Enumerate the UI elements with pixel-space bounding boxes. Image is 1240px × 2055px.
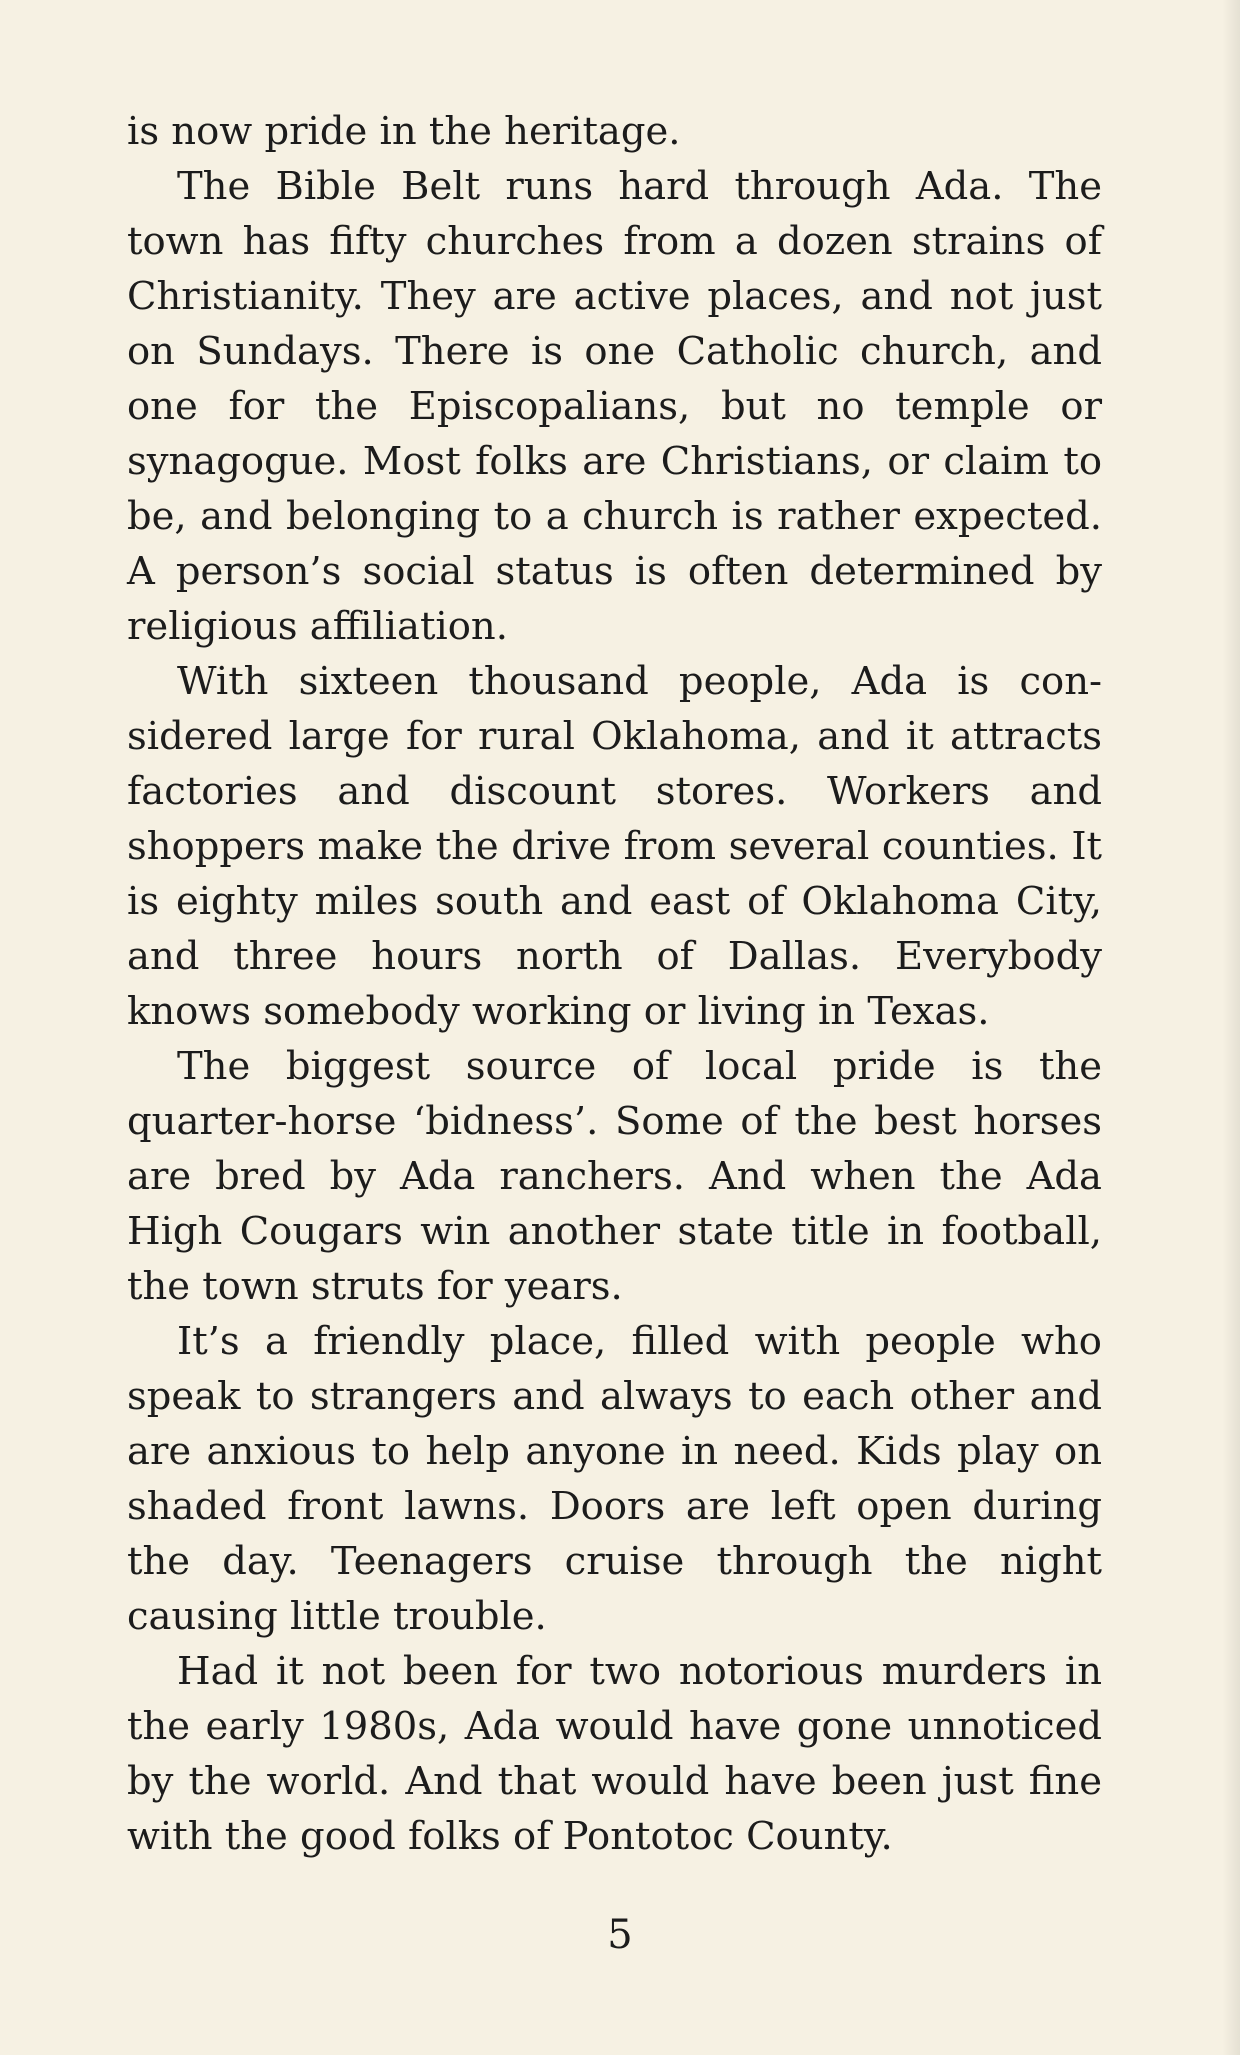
paragraph-continuation: is now pride in the heritage. <box>127 109 681 154</box>
paragraph-friendly-place: It’s a friendly place, filled with people who speak to strangers and always to each other and are anxious to help anyone in need. Kids play on shaded front lawns. Doors are left open during the day. Teenagers cruise through the night causing little trouble. <box>127 1319 1102 1639</box>
paragraph-population: With sixteen thousand people, Ada is considered large for rural Oklahoma, and it attracts factories and discount stores. Workers and shoppers make the drive from several counties. It is eighty miles south and east of Oklahoma City, and three hours north of Dallas. Everybody knows somebody working or living in Texas. <box>127 659 1102 1034</box>
paragraph-murders: Had it not been for two notorious murders in the early 1980s, Ada would have gone unnoticed by the world. And that would have been just fine with the good folks of Pontotoc County. <box>127 1649 1102 1859</box>
body-text <box>127 104 1102 1864</box>
paragraph-bible-belt: The Bible Belt runs hard through Ada. The town has fifty churches from a dozen strains of Christianity. They are active places, and not just on Sundays. There is one Catholic church, and one for the Episcopalians, but no temple or synagogue. Most folks are Christians, or claim to be, and belonging to a church is rather expected. A person’s social status is often determined by religious affiliation. <box>127 164 1102 649</box>
page-number: 5 <box>607 1912 633 1958</box>
paragraph-local-pride: The biggest source of local pride is the quarter-horse ‘bidness’. Some of the best horses are bred by Ada ranchers. And when the Ada High Cougars win another state title in football, the town struts for years. <box>127 1044 1102 1309</box>
page-edge-shadow <box>1222 0 1240 2055</box>
